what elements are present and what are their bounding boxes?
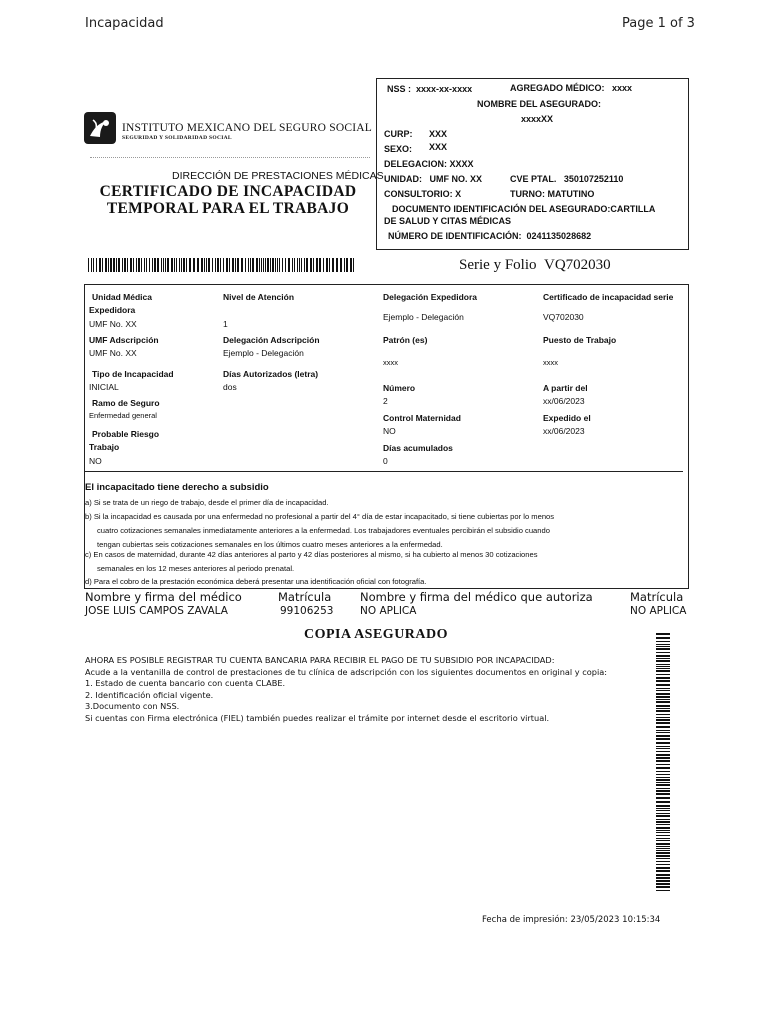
medico-label: Nombre y firma del médico <box>85 590 242 604</box>
subsidio-line-b3: tengan cubiertas seis cotizaciones semanales en los últimos cuatro meses anteriores a la enfermedad. <box>97 540 443 549</box>
unidad-medica-value: UMF No. XX <box>89 319 137 329</box>
subsidio-line-d: d) Para el cobro de la prestación económica deberá presentar una identificación oficial con fotografía. <box>85 577 427 586</box>
riesgo-value: NO <box>89 456 102 466</box>
cve-line: CVE PTAL. 350107252110 <box>510 174 624 184</box>
page-number: Page 1 of 3 <box>622 16 695 31</box>
tipo-incapacidad-value: INICIAL <box>89 382 119 392</box>
info-line-3: 1. Estado de cuenta bancario con cuenta CLABE. <box>85 678 286 689</box>
unidad-medica-label-1: Unidad Médica <box>92 292 152 302</box>
ramo-seguro-label: Ramo de Seguro <box>92 398 160 408</box>
agregado-line: AGREGADO MÉDICO: xxxx <box>510 83 633 93</box>
expedido-value: xx/06/2023 <box>543 426 585 436</box>
riesgo-label-2: Trabajo <box>89 442 120 452</box>
ramo-seguro-value: Enfermedad general <box>89 411 157 420</box>
subsidio-line-c2: semanales en los 12 meses anteriores al periodo prenatal. <box>97 564 295 573</box>
matricula-autoriza-value: NO APLICA <box>630 605 687 617</box>
medico-autoriza-value: NO APLICA <box>360 605 417 617</box>
delegacion-adscripcion-label: Delegación Adscripción <box>223 335 320 345</box>
info-line-4: 2. Identificación oficial vigente. <box>85 689 214 700</box>
nivel-atencion-label: Nivel de Atención <box>223 292 295 302</box>
medico-value: JOSE LUIS CAMPOS ZAVALA <box>85 605 228 617</box>
dias-acumulados-value: 0 <box>383 456 388 466</box>
numero-value: 2 <box>383 396 388 406</box>
unidad-line: UNIDAD: UMF NO. XX <box>384 174 483 184</box>
turno-line: TURNO: MATUTINO <box>510 189 595 199</box>
documento-line2: DE SALUD Y CITAS MÉDICAS <box>384 216 512 226</box>
medico-autoriza-label: Nombre y firma del médico que autoriza <box>360 590 593 604</box>
matricula-label: Matrícula <box>278 590 332 604</box>
umf-adscripcion-label: UMF Adscripción <box>89 335 159 345</box>
matricula-autoriza-label: Matrícula <box>630 590 684 604</box>
puesto-trabajo-label: Puesto de Trabajo <box>543 335 617 345</box>
unidad-medica-label-2: Expedidora <box>89 305 136 315</box>
subsidio-line-a: a) Si se trata de un riego de trabajo, desde el primer día de incapacidad. <box>85 498 329 507</box>
nombre-value: xxxxXX <box>521 114 554 124</box>
subsidio-line-c: c) En casos de maternidad, durante 42 días anteriores al parto y 42 días posteriores al mismo, si ha cubierto al menos 30 cotizaciones <box>85 550 538 559</box>
dias-autorizados-label: Días Autorizados (letra) <box>223 369 319 379</box>
consultorio-line: CONSULTORIO: X <box>384 189 462 199</box>
divider <box>90 157 370 158</box>
certificado-serie-value: VQ702030 <box>543 312 584 322</box>
riesgo-label-1: Probable Riesgo <box>92 429 160 439</box>
logo-subtitle: SEGURIDAD Y SOLIDARIDAD SOCIAL <box>122 135 232 141</box>
sexo-line: SEXO: <box>384 144 413 154</box>
certificado-serie-label: Certificado de incapacidad serie <box>543 292 674 302</box>
logo-name: INSTITUTO MEXICANO DEL SEGURO SOCIAL <box>122 122 372 134</box>
a-partir-value: xx/06/2023 <box>543 396 585 406</box>
delegacion-line: DELEGACION: XXXX <box>384 159 474 169</box>
umf-adscripcion-value: UMF No. XX <box>89 348 137 358</box>
patron-value: xxxx <box>383 358 398 367</box>
control-maternidad-label: Control Maternidad <box>383 413 461 423</box>
subsidio-line-b2: cuatro cotizaciones semanales inmediatamente anteriores a la enfermedad. Los trabajadores eventuales percibirán el subsidio cuando <box>97 526 550 535</box>
nivel-atencion-value: 1 <box>223 319 228 329</box>
serie-folio <box>459 257 611 274</box>
certificate-title-line1: CERTIFICADO DE INCAPACIDAD <box>99 183 357 200</box>
puesto-trabajo-value: xxxx <box>543 358 558 367</box>
insured-info-box <box>376 78 689 250</box>
dias-autorizados-value: dos <box>223 382 237 392</box>
certificate-title <box>96 183 360 217</box>
serie-value: VQ702030 <box>544 257 611 273</box>
curp-line: CURP: XXX <box>384 129 448 139</box>
delegacion-expedidora-value: Ejemplo - Delegación <box>383 312 464 322</box>
tipo-incapacidad-label: Tipo de Incapacidad <box>92 369 174 379</box>
info-line-5: 3.Documento con NSS. <box>85 701 180 712</box>
expedido-label: Expedido el <box>543 413 591 423</box>
delegacion-adscripcion-value: Ejemplo - Delegación <box>223 348 304 358</box>
section-divider <box>85 471 683 472</box>
numero-label: Número <box>383 383 416 393</box>
info-text <box>85 655 607 725</box>
header-title: Incapacidad <box>85 16 164 31</box>
info-line-6: Si cuentas con Firma electrónica (FIEL) también puedes realizar el trámite por internet desde el escritorio virtual. <box>85 712 550 723</box>
nss-line: NSS : xxxx-xx-xxxx <box>387 84 473 94</box>
serie-label: Serie y Folio <box>459 257 537 273</box>
a-partir-label: A partir del <box>543 383 588 393</box>
info-line-1: AHORA ES POSIBLE REGISTRAR TU CUENTA BANCARIA PARA RECIBIR EL PAGO DE TU SUBSIDIO POR INCAPACIDAD: <box>85 655 555 665</box>
copia-title: COPIA ASEGURADO <box>304 627 449 642</box>
numid-line: NÚMERO DE IDENTIFICACIÓN: 0241135028682 <box>388 231 592 241</box>
delegacion-expedidora-label: Delegación Expedidora <box>383 292 477 302</box>
certificate-details-box <box>84 284 689 589</box>
subsidio-line-b: b) Si la incapacidad es causada por una enfermedad no profesional a partir del 4° día de estar incapacitado, si tiene cubiertas por lo menos <box>85 512 555 521</box>
matricula-value: 99106253 <box>280 605 334 617</box>
sexo-value: XXX <box>429 142 448 152</box>
documento-line1: DOCUMENTO IDENTIFICACIÓN DEL ASEGURADO:CARTILLA <box>392 204 656 214</box>
barcode-vertical <box>656 633 670 891</box>
imss-logo-icon <box>84 112 116 144</box>
dias-acumulados-label: Días acumulados <box>383 443 453 453</box>
control-maternidad-value: NO <box>383 426 396 436</box>
fecha-impresion: Fecha de impresión: 23/05/2023 10:15:34 <box>482 915 661 925</box>
certificate-title-line2: TEMPORAL PARA EL TRABAJO <box>106 200 350 217</box>
info-line-2: Acude a la ventanilla de control de prestaciones de tu clínica de adscripción con los siguientes documentos en original y copia: <box>85 666 608 677</box>
barcode-horizontal <box>88 258 354 272</box>
nombre-label: NOMBRE DEL ASEGURADO: <box>477 99 602 109</box>
direction-text: DIRECCIÓN DE PRESTACIONES MÉDICAS <box>172 170 384 182</box>
patron-label: Patrón (es) <box>383 335 428 345</box>
subsidio-title: El incapacitado tiene derecho a subsidio <box>85 482 269 493</box>
